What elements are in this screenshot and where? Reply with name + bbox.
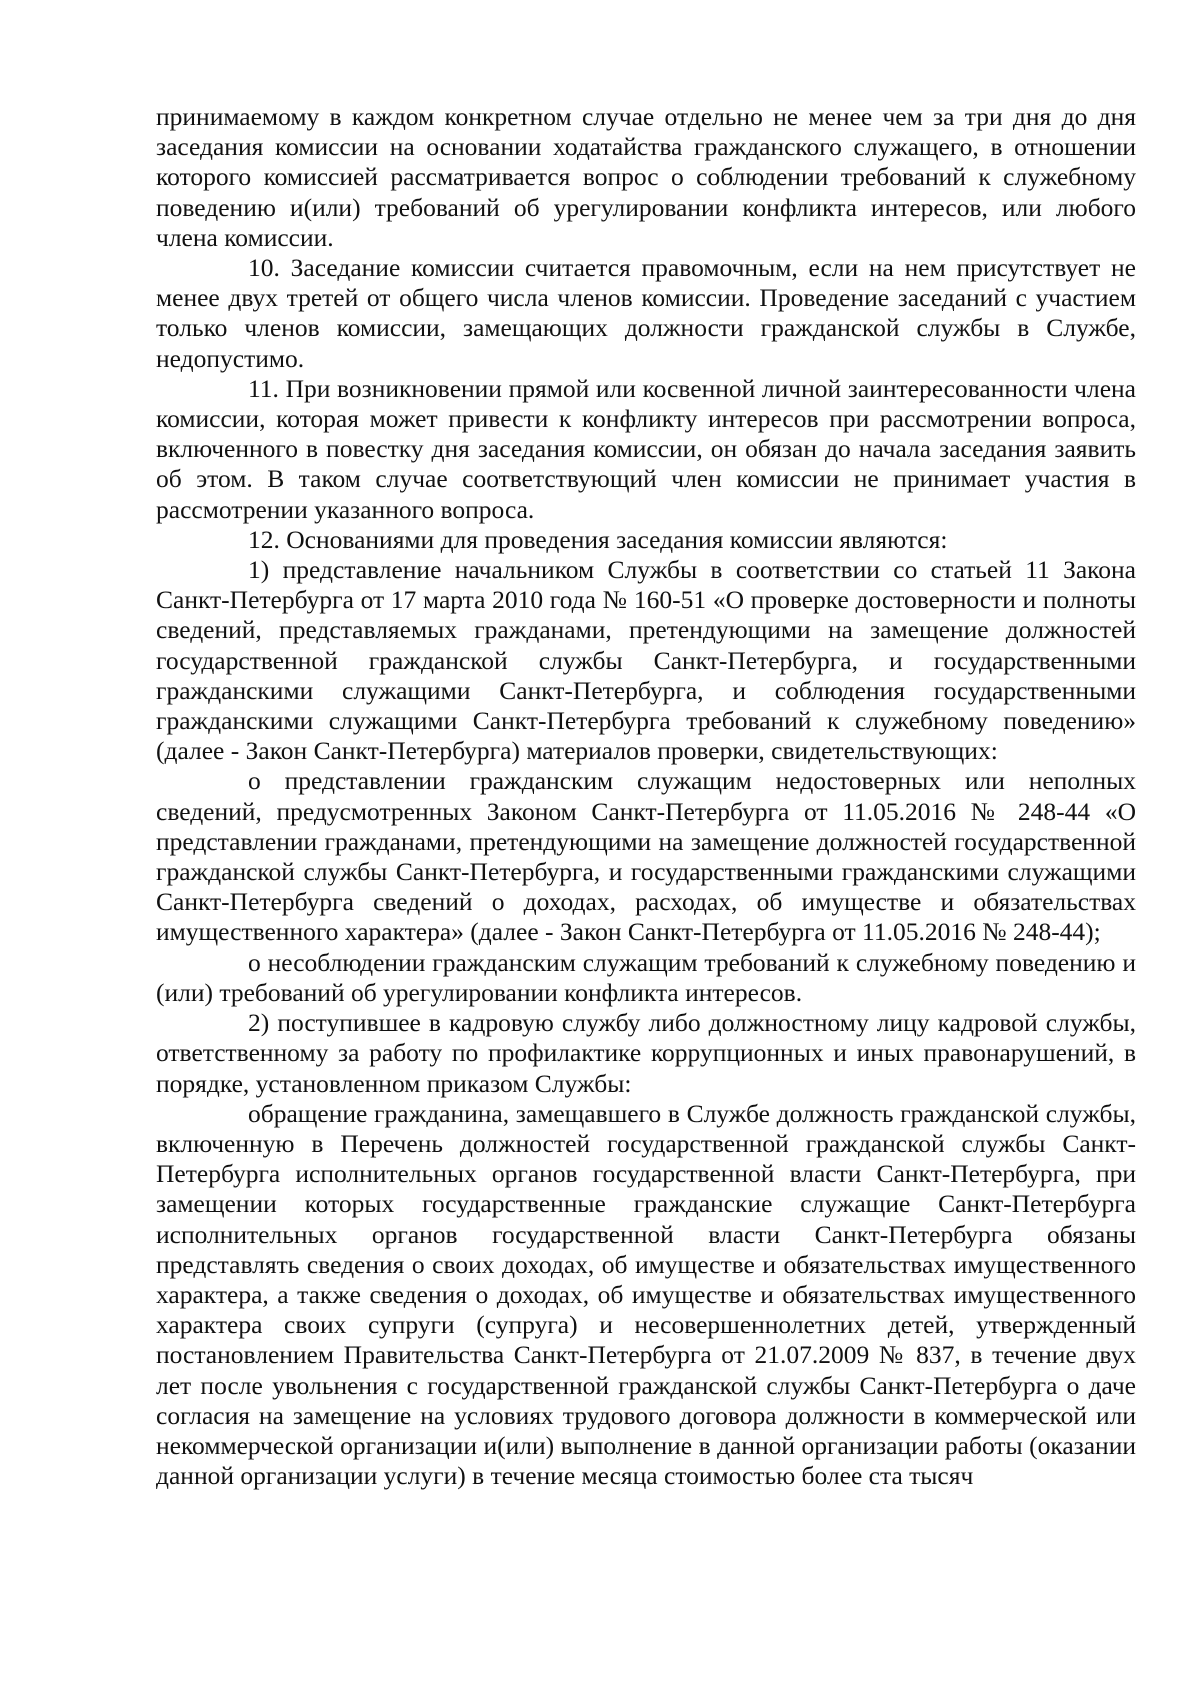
paragraph-continuation: принимаемому в каждом конкретном случае отдельно не менее чем за три дня до дня заседания комиссии на основании ходатайства гражданского служащего, в отношении которого комиссией рассматривается вопрос о соблюдении требований к служебному поведению и(или) требований об урегулировании конфликта интересов, или любого члена комиссии. [156, 102, 1136, 252]
paragraph-11: 11. При возникновении прямой или косвенной личной заинтересованности члена комиссии, которая может привести к конфликту интересов при рассмотрении вопроса, включенного в повестку дня заседания комиссии, он обязан до начала заседания заявить об этом. В таком случае соответствующий член комиссии не принимает участия в рассмотрении указанного вопроса. [156, 373, 1136, 524]
paragraph-12-1-a: о представлении гражданским служащим недостоверных или неполных сведений, предусмотренных Законом Санкт-Петербурга от 11.05.2016 № 248-44 «О представлении гражданами, претендующими на замещение должностей государственной гражданской службы Санкт-Петербурга, и государственными гражданскими служащими Санкт-Петербурга сведений о доходах, расходах, об имуществе и обязательствах имущественного характера» (далее - Закон Санкт-Петербурга от 11.05.2016 № 248-44); [156, 766, 1136, 947]
document-body [156, 102, 1136, 1491]
paragraph-12: 12. Основаниями для проведения заседания комиссии являются: [248, 524, 948, 554]
paragraph-12-2: 2) поступившее в кадровую службу либо должностному лицу кадровой службы, ответственному за работу по профилактике коррупционных и иных правонарушений, в порядке, установленном приказом Службы: [156, 1008, 1136, 1098]
paragraph-10: 10. Заседание комиссии считается правомочным, если на нем присутствует не менее двух третей от общего числа членов комиссии. Проведение заседаний с участием только членов комиссии, замещающих должности гражданской службы в Службе, недопустимо. [156, 253, 1136, 373]
paragraph-12-2-a: обращение гражданина, замещавшего в Службе должность гражданской службы, включенную в Перечень должностей государственной гражданской службы Санкт-Петербурга исполнительных органов государственной власти Санкт-Петербурга, при замещении которых государственные гражданские служащие Санкт-Петербурга исполнительных органов государственной власти Санкт-Петербурга обязаны представлять сведения о своих доходах, об имуществе и обязательствах имущественного характера, а также сведения о доходах, об имуществе и обязательствах имущественного характера своих супруги (супруга) и несовершеннолетних детей, утвержденный постановлением Правительства Санкт-Петербурга от 21.07.2009 № 837, в течение двух лет после увольнения с государственной гражданской службы Санкт-Петербурга о даче согласия на замещение на условиях трудового договора должности в коммерческой или некоммерческой организации и(или) выполнение в данной организации работы (оказании данной организации услуги) в течение месяца стоимостью более ста тысяч [156, 1098, 1136, 1491]
paragraph-12-1: 1) представление начальником Службы в соответствии со статьей 11 Закона Санкт-Петербурга от 17 марта 2010 года № 160-51 «О проверке достоверности и полноты сведений, представляемых гражданами, претендующими на замещение должностей государственной гражданской службы Санкт-Петербурга, и государственными гражданскими служащими Санкт-Петербурга, и соблюдения государственными гражданскими служащими Санкт-Петербурга требований к служебному поведению» (далее - Закон Санкт-Петербурга) материалов проверки, свидетельствующих: [156, 555, 1136, 766]
paragraph-12-1-b: о несоблюдении гражданским служащим требований к служебному поведению и (или) требований об урегулировании конфликта интересов. [156, 947, 1136, 1007]
